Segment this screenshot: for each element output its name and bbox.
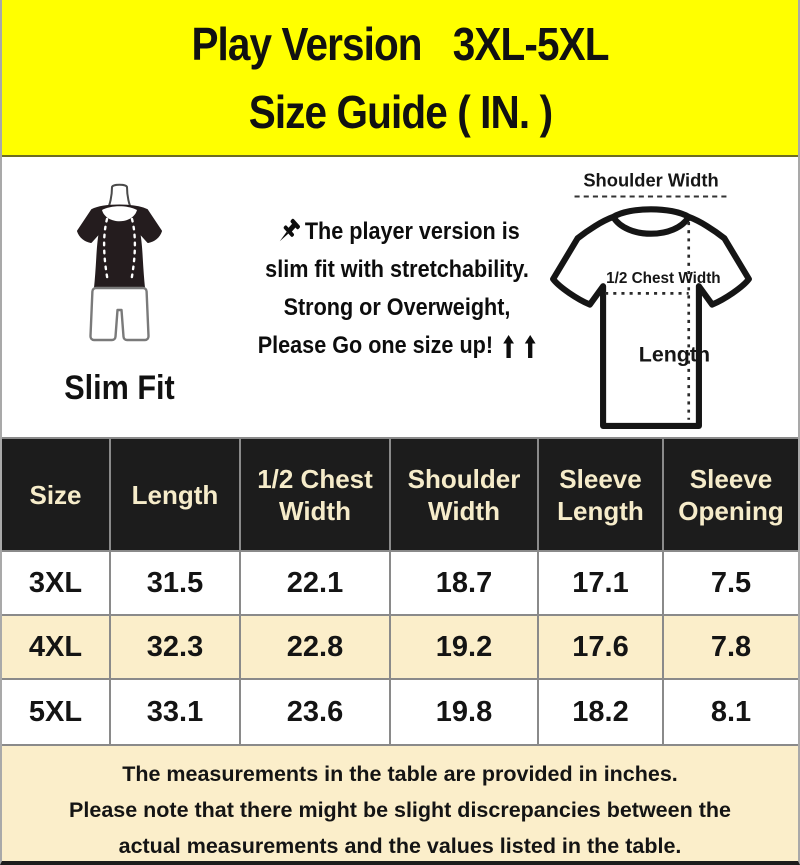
col-header-sleeve-opening: Sleeve Opening — [664, 439, 798, 552]
shoulder-width-label: Shoulder Width — [583, 169, 719, 191]
up-arrow-icon — [524, 335, 537, 358]
cell-5xl-sleeve-opening: 8.1 — [664, 680, 798, 744]
fit-note-line-2 — [241, 251, 552, 289]
fit-note — [241, 213, 552, 365]
cell-5xl-size: 5XL — [2, 680, 111, 744]
fit-note-line-4 — [241, 327, 552, 365]
cell-3xl-length: 31.5 — [111, 552, 241, 616]
cell-3xl-shoulder: 18.7 — [391, 552, 539, 616]
cell-5xl-shoulder: 19.8 — [391, 680, 539, 744]
col-header-shoulder-width: Shoulder Width — [391, 439, 539, 552]
fit-note-line-1 — [241, 213, 552, 251]
banner-title-line1: Play Version 3XL-5XL — [191, 17, 609, 70]
fit-note-text-4: Please Go one size up! — [257, 332, 494, 359]
col-header-chest-width: 1/2 Chest Width — [241, 439, 391, 552]
cell-4xl-size: 4XL — [2, 616, 111, 680]
cell-5xl-sleeve-length: 18.2 — [539, 680, 664, 744]
header-banner — [2, 0, 798, 157]
cell-3xl-sleeve-opening: 7.5 — [664, 552, 798, 616]
cell-4xl-chest: 22.8 — [241, 616, 391, 680]
footer-line-3: actual measurements and the values listed in the table. — [118, 834, 682, 858]
col-header-sleeve-length: Sleeve Length — [539, 439, 664, 552]
fit-note-line-3 — [241, 289, 552, 327]
cell-3xl-size: 3XL — [2, 552, 111, 616]
fit-note-text-3: Strong or Overweight, — [283, 294, 511, 321]
info-section — [2, 157, 798, 437]
cell-4xl-sleeve-length: 17.6 — [539, 616, 664, 680]
size-table — [2, 437, 800, 746]
cell-4xl-sleeve-opening: 7.8 — [664, 616, 798, 680]
up-arrow-icon — [502, 335, 515, 358]
cell-4xl-shoulder: 19.2 — [391, 616, 539, 680]
cell-3xl-chest: 22.1 — [241, 552, 391, 616]
col-header-length: Length — [111, 439, 241, 552]
footer-line-1: The measurements in the table are provided in inches. — [122, 762, 678, 786]
chest-width-label: 1/2 Chest Width — [606, 270, 721, 288]
cell-3xl-sleeve-length: 17.1 — [539, 552, 664, 616]
fit-note-text-1: The player version is — [304, 218, 520, 245]
col-header-size: Size — [2, 439, 111, 552]
pushpin-icon — [274, 217, 301, 247]
footer-note — [2, 746, 798, 865]
footer-line-2: Please note that there might be slight discrepancies between the — [69, 798, 731, 822]
banner-title-line2: Size Guide ( IN. ) — [248, 85, 552, 138]
slim-fit-figure-icon — [62, 183, 177, 347]
length-label: Length — [638, 342, 711, 367]
cell-4xl-length: 32.3 — [111, 616, 241, 680]
cell-5xl-length: 33.1 — [111, 680, 241, 744]
cell-5xl-chest: 23.6 — [241, 680, 391, 744]
slim-fit-label: Slim Fit — [64, 369, 175, 407]
fit-note-text-2: slim fit with stretchability. — [265, 256, 529, 283]
tshirt-measurement-diagram — [549, 169, 753, 431]
